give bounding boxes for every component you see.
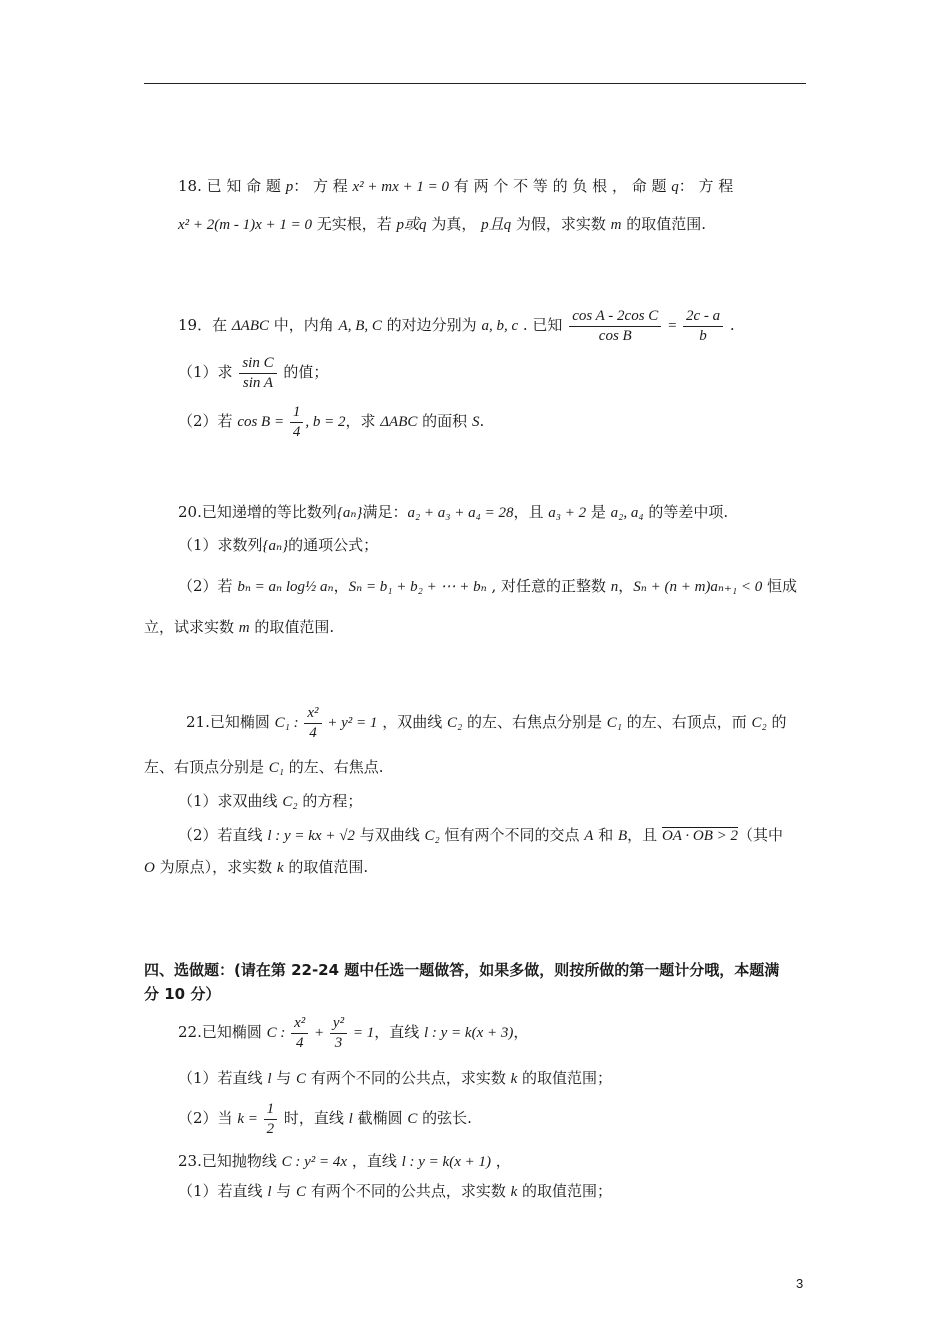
q21-part2-line2	[144, 857, 368, 878]
q21-point-a: A	[584, 828, 594, 844]
q21-text: （2）若直线	[178, 826, 268, 844]
q22-colon: :	[276, 1025, 290, 1041]
q22-frac1-numerator: x²	[291, 1014, 308, 1034]
q20-text: , 对任意的正整数	[486, 577, 611, 595]
q19-text: . 已知	[518, 316, 568, 334]
q21-text: 左、右顶点分别是	[144, 758, 269, 776]
q21-origin-o: O	[144, 860, 155, 876]
q21-point-b: B	[617, 828, 628, 844]
q21-text: 的左、右顶点，而	[621, 713, 752, 731]
q20-text: （1）求数列	[178, 536, 263, 554]
q21-text: （1）求双曲线	[178, 792, 283, 810]
q19-equals: =	[663, 318, 681, 334]
q20-sequence: {aₙ}	[262, 538, 289, 554]
q18-prop-q: q	[671, 179, 679, 195]
q20-text: ，且	[513, 503, 549, 521]
q23-text: ，	[490, 1152, 511, 1170]
q19-sides: a, b, c	[481, 318, 519, 334]
q22-text: 截椭圆	[352, 1109, 408, 1127]
q19-part2-numerator: 1	[290, 403, 304, 423]
q20-condition-a3: a₃ + 2	[548, 505, 587, 521]
q19-text: （2）若	[178, 412, 238, 430]
q21-text: 的左、右焦点.	[284, 758, 384, 776]
q20-text: 恒成	[762, 577, 798, 595]
q19-part2-denominator: 4	[292, 423, 301, 440]
q19-triangle: ΔABC	[380, 414, 418, 430]
q21-hyperbola-c2: C₂	[424, 828, 440, 844]
q22-ellipse-c: C	[407, 1111, 418, 1127]
q21-text: 的左、右焦点分别是	[462, 713, 607, 731]
q22-text: ，	[513, 1023, 529, 1041]
q23-parabola: C : y² = 4x	[281, 1154, 348, 1170]
q18-text: 的取值范围.	[621, 215, 707, 233]
q20-var-n: n	[610, 579, 619, 595]
q22-frac2-denominator: 3	[334, 1034, 343, 1051]
q20-intro	[178, 502, 728, 523]
q23-line-l: l : y = k(x + 1)	[401, 1154, 491, 1170]
q19-part2	[178, 399, 484, 444]
header-rule	[144, 83, 806, 84]
q20-text: 的通项公式；	[288, 536, 379, 554]
q23-intro	[178, 1151, 511, 1172]
q21-text: （其中	[738, 826, 784, 844]
q20-text: 的取值范围.	[249, 618, 335, 636]
q19-text: 的面积	[417, 412, 472, 430]
q22-fraction-y	[330, 1014, 347, 1053]
q22-part2-fraction	[264, 1100, 278, 1139]
q22-line-l: l : y = k(x + 3)	[423, 1025, 514, 1041]
q20-text: 立，试求实数	[144, 618, 239, 636]
q18-p-or-q: p或q	[396, 217, 427, 233]
q22-part2-denominator: 2	[266, 1120, 275, 1137]
q23-text: 的取值范围；	[517, 1182, 613, 1200]
section-heading-line1: 四、选做题：(请在第 22-24 题中任选一题做答，如果多做，则按所做的第一题计分哦，本题满	[144, 961, 780, 979]
q20-text: 是	[586, 503, 611, 521]
q19-text: 的对边分别为	[381, 316, 482, 334]
q18-var-m: m	[610, 217, 622, 233]
q19-text: 中，内角	[269, 316, 339, 334]
section-heading-line2: 分 10 分）	[144, 985, 221, 1003]
q23-text: 23.已知抛物线	[178, 1152, 282, 1170]
q20-part1	[178, 535, 378, 556]
q21-hyperbola-c2: C₂	[751, 715, 767, 731]
q18-prop-p: p	[285, 179, 294, 195]
q22-part2	[178, 1096, 472, 1141]
q21-fraction	[304, 704, 321, 743]
q22-line-l: l	[348, 1111, 353, 1127]
q20-sn-definition: Sₙ = b₁ + b₂ + ⋯ + bₙ	[348, 579, 487, 595]
q22-fraction-x	[291, 1014, 308, 1053]
q23-text: （1）若直线	[178, 1182, 268, 1200]
q22-text: （1）若直线	[178, 1069, 268, 1087]
q22-intro	[178, 1010, 528, 1055]
q19-b-value: , b = 2	[305, 414, 346, 430]
q21-ellipse-c1: C₁	[268, 760, 285, 776]
q19-part1-numerator: sin C	[239, 354, 276, 374]
q21-text: 为原点），求实数	[154, 858, 277, 876]
q23-part1	[178, 1181, 612, 1202]
q21-text: 和	[593, 826, 618, 844]
q22-var-k: k	[510, 1071, 518, 1087]
q20-var-m: m	[238, 620, 250, 636]
q19-text: ，求	[345, 412, 381, 430]
q22-text: 与	[271, 1069, 297, 1087]
q20-part2-line1	[178, 576, 797, 597]
q18-text: ： 方 程	[678, 177, 734, 195]
q19-frac2-numerator: 2c - a	[683, 307, 723, 327]
q18-text: 有 两 个 不 等 的 负 根 ， 命 题	[449, 177, 672, 195]
q21-var-k: k	[276, 860, 284, 876]
q19-text: 19．在	[178, 316, 232, 334]
q21-frac-numerator: x²	[304, 704, 321, 724]
q22-plus: +	[310, 1025, 328, 1041]
q18-text: 无实根，若	[312, 215, 397, 233]
q19-part1	[178, 350, 328, 394]
q22-ellipse-c: C	[266, 1025, 277, 1041]
q22-frac2-numerator: y²	[330, 1014, 347, 1034]
q20-condition-a2a4: a₂, a₄	[610, 505, 644, 521]
q22-frac1-denominator: 4	[295, 1034, 304, 1051]
q21-hyperbola-c2: C₂	[446, 715, 463, 731]
q22-text: 时，直线	[279, 1109, 349, 1127]
q23-text: 与	[271, 1182, 297, 1200]
page-number: 3	[796, 1276, 804, 1291]
q21-part2-line1	[178, 825, 783, 846]
q19-frac1-numerator: cos A - 2cos C	[569, 307, 661, 327]
q18-line1	[178, 176, 733, 197]
q21-colon: :	[289, 715, 303, 731]
q21-text: 的	[766, 713, 787, 731]
q18-text: 为假，求实数	[511, 215, 611, 233]
q21-text: 21.已知椭圆	[186, 713, 275, 731]
q21-intro	[186, 700, 787, 745]
q22-text: 22.已知椭圆	[178, 1023, 267, 1041]
q22-text: 的弦长.	[417, 1109, 472, 1127]
q20-text: ，	[618, 577, 634, 595]
q18-equation-1: x² + mx + 1 = 0	[352, 179, 450, 195]
q21-frac-denominator: 4	[309, 724, 317, 741]
q20-bn-definition: bₙ = aₙ log½ aₙ	[237, 579, 334, 595]
q19-part1-fraction	[239, 354, 276, 393]
q20-condition-sum: a₂ + a₃ + a₄ = 28	[407, 505, 514, 521]
q20-text: 20.已知递增的等比数列	[178, 503, 337, 521]
q21-line-l: l : y = kx + √2	[267, 828, 355, 844]
q22-text: 有两个不同的公共点，求实数	[306, 1069, 511, 1087]
q21-text: ，且	[627, 826, 662, 844]
q19-frac1-denominator: cos B	[598, 327, 632, 344]
q22-part1	[178, 1068, 612, 1089]
q22-part2-numerator: 1	[264, 1100, 278, 1120]
q21-text: ，双曲线	[377, 713, 447, 731]
q19-area-s: S	[471, 414, 480, 430]
q19-part1-denominator: sin A	[242, 374, 274, 391]
q21-ellipse-c1: C₁	[274, 715, 290, 731]
q20-sequence: {aₙ}	[336, 505, 363, 521]
q19-part2-fraction	[290, 403, 304, 442]
q18-text: 为真，	[426, 215, 482, 233]
q20-text: （2）若	[178, 577, 238, 595]
q22-equals-one: = 1	[349, 1025, 375, 1041]
q22-text: ，直线	[374, 1023, 424, 1041]
q21-text: 恒有两个不同的交点	[439, 826, 585, 844]
q20-text: ，	[333, 577, 349, 595]
q19-fraction-2	[683, 307, 723, 346]
q22-k-equals: k =	[237, 1111, 262, 1127]
q20-part2-line2	[144, 617, 334, 638]
q21-ellipse-c1: C₁	[606, 715, 622, 731]
q19-angles: A, B, C	[338, 318, 382, 334]
q19-cos-b: cos B =	[237, 414, 288, 430]
q18-p-and-q: p且q	[481, 217, 512, 233]
q21-text: 的取值范围.	[283, 858, 369, 876]
q19-fraction-1	[569, 307, 661, 346]
q19-text: .	[725, 316, 735, 334]
q22-ellipse-c: C	[296, 1071, 307, 1087]
q19-frac2-denominator: b	[699, 327, 707, 344]
q19-text: 的值；	[278, 363, 329, 381]
q23-text: ，直线	[347, 1152, 402, 1170]
q21-dot-product: OA · OB > 2	[661, 828, 739, 844]
q20-text: 满足：	[362, 503, 408, 521]
q21-line2	[144, 757, 384, 778]
q22-text: 的取值范围；	[517, 1069, 613, 1087]
q18-text: ： 方 程	[293, 177, 353, 195]
q19-text: .	[479, 412, 485, 430]
q21-hyperbola-c2: C₂	[282, 794, 298, 810]
q19-text: （1）求	[178, 363, 238, 381]
q18-text: 18. 已 知 命 题	[178, 177, 286, 195]
q19-intro	[178, 303, 735, 348]
q23-line-l: l	[267, 1184, 272, 1200]
q22-text: （2）当	[178, 1109, 238, 1127]
q21-text: 与双曲线	[354, 826, 425, 844]
q22-line-l: l	[267, 1071, 272, 1087]
q21-ellipse-rest: + y² = 1	[323, 715, 378, 731]
q18-equation-2: x² + 2(m - 1)x + 1 = 0	[178, 217, 312, 233]
q20-text: 的等差中项.	[643, 503, 729, 521]
q21-text: 的方程；	[297, 792, 363, 810]
q20-inequality: Sₙ + (n + m)aₙ₊₁ < 0	[633, 579, 763, 595]
q18-line2	[178, 214, 706, 235]
q23-parabola-c: C	[296, 1184, 307, 1200]
q21-part1	[178, 791, 362, 812]
q23-var-k: k	[510, 1184, 518, 1200]
q23-text: 有两个不同的公共点，求实数	[306, 1182, 511, 1200]
q19-triangle: ΔABC	[231, 318, 269, 334]
